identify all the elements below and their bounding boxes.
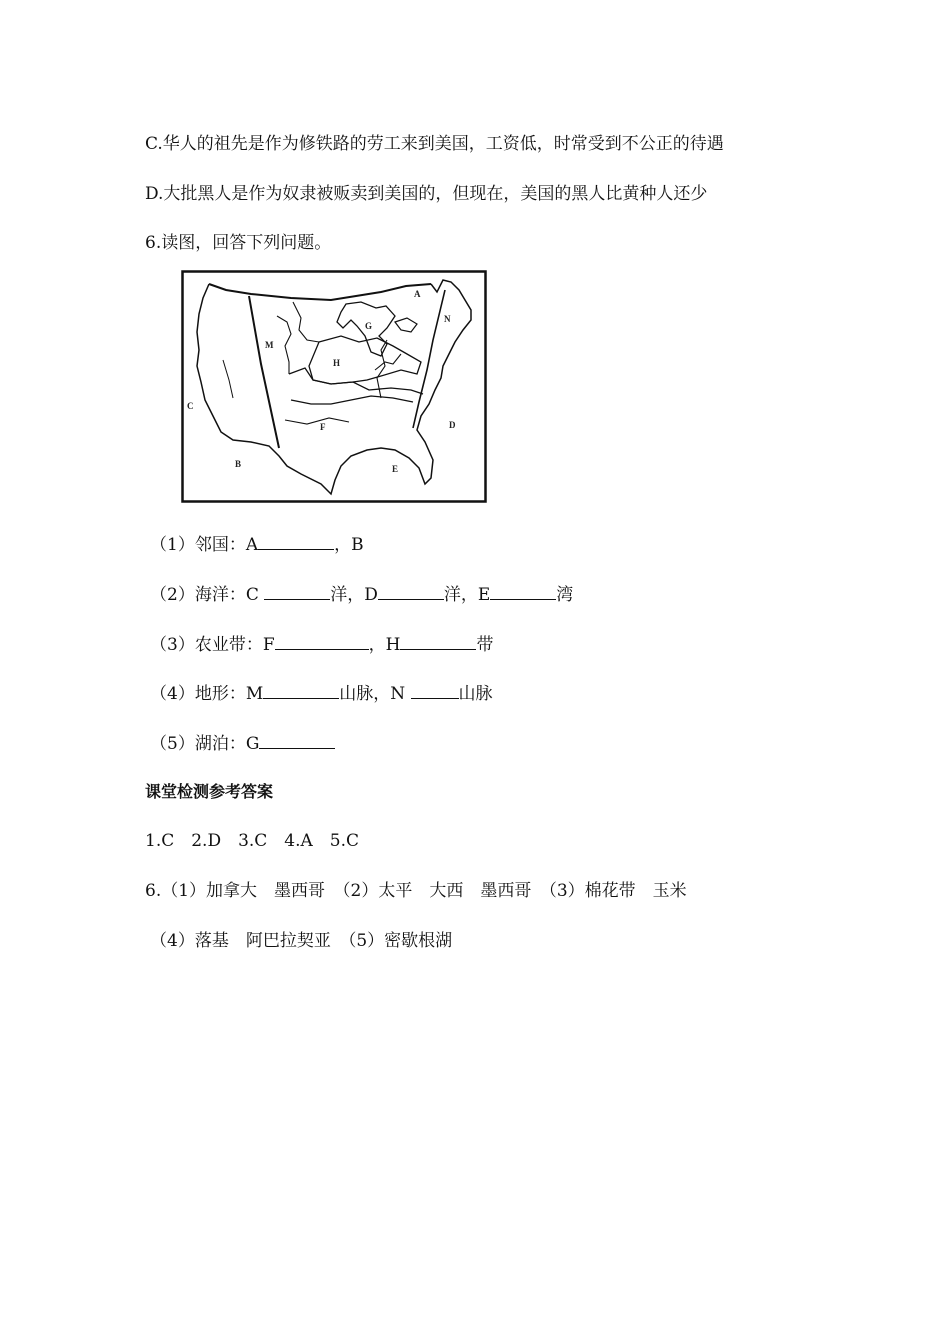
- question-6-title: 6.读图，回答下列问题。: [145, 233, 332, 253]
- q6-item-2-prefix: （2）海洋：C: [150, 585, 265, 605]
- option-d: D.大批黑人是作为奴隶被贩卖到美国的，但现在，美国的黑人比黄种人还少: [145, 184, 708, 204]
- q6-item-4-text: 山脉: [458, 684, 493, 704]
- map-label-f: F: [320, 422, 326, 432]
- q6-item-4-prefix: （4）地形：M: [150, 684, 264, 704]
- answer-blank[interactable]: [411, 680, 459, 699]
- map-label-d: D: [449, 420, 456, 430]
- map-label-g: G: [365, 321, 373, 331]
- option-c: C.华人的祖先是作为修铁路的劳工来到美国，工资低，时常受到不公正的待遇: [145, 134, 724, 154]
- q6-item-1: [150, 531, 364, 557]
- answer-blank[interactable]: [275, 631, 369, 650]
- answers-line-3: （4）落基 阿巴拉契亚 （5）密歇根湖: [150, 931, 453, 951]
- map-label-n: N: [444, 314, 451, 324]
- map-label-e: E: [392, 464, 399, 474]
- q6-item-2-text: 洋，D: [330, 585, 378, 605]
- answer-blank[interactable]: [263, 680, 339, 699]
- answers-line-2: 6.（1）加拿大 墨西哥 （2）太平 大西 墨西哥 （3）棉花带 玉米: [145, 881, 687, 901]
- answer-blank[interactable]: [259, 730, 335, 749]
- map-label-b: B: [235, 459, 242, 469]
- answers-heading: 课堂检测参考答案: [145, 782, 274, 801]
- q6-item-4: [150, 680, 493, 706]
- answer-blank[interactable]: [378, 581, 444, 600]
- q6-item-5: [150, 730, 335, 756]
- q6-item-3-text: ，H: [368, 635, 401, 655]
- answer-blank[interactable]: [400, 631, 476, 650]
- map-label-a: A: [414, 289, 421, 299]
- q6-item-3: [150, 631, 493, 657]
- answer-blank[interactable]: [490, 581, 556, 600]
- map-label-m: M: [265, 340, 274, 350]
- q6-item-2: [150, 581, 573, 607]
- answer-blank[interactable]: [264, 581, 330, 600]
- q6-item-2-text: 湾: [556, 585, 574, 605]
- q6-item-3-prefix: （3）农业带：F: [150, 635, 275, 655]
- q6-item-5-prefix: （5）湖泊：G: [150, 734, 260, 754]
- answers-line-1: 1.C 2.D 3.C 4.A 5.C: [145, 831, 360, 851]
- answer-blank[interactable]: [258, 531, 334, 550]
- q6-item-1-prefix: （1）邻国：A: [150, 535, 259, 555]
- q6-item-3-text: 带: [476, 635, 494, 655]
- q6-item-4-text: 山脉，N: [339, 684, 411, 704]
- usa-map: [181, 270, 487, 503]
- map-label-h: H: [333, 358, 341, 368]
- q6-item-2-text: 洋，E: [443, 585, 491, 605]
- map-label-c: C: [187, 401, 194, 411]
- q6-item-1-text: ，B: [334, 535, 364, 555]
